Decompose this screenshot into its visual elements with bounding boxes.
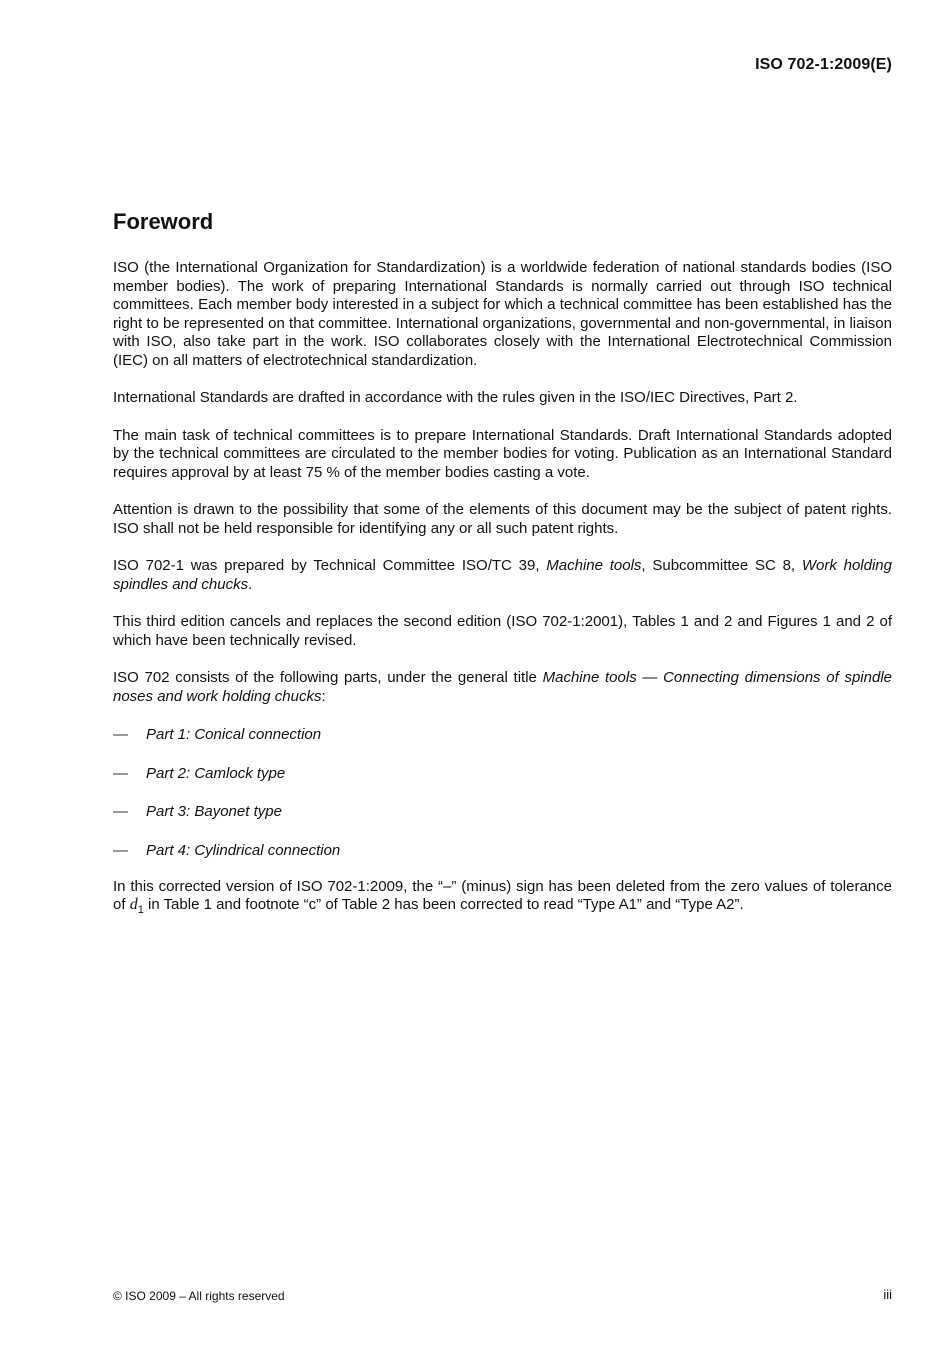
paragraph-corrected-version [113,878,892,920]
prepared-by-mid: , Subcommittee SC 8, [641,557,802,574]
general-title: Machine tools — Connecting dimensions of spindle noses and work holding chucks [113,669,892,705]
part-label: Part 4: Cylindrical connection [146,841,341,859]
paragraph-iso-intro: ISO (the International Organization for Standardization) is a worldwide federation of national standards bodies (ISO member bodies). The work of preparing International Standards is normally carried out through ISO technical committees. Each member body interested in a subject for which a technical committee has been established has the right to be represented on that committee. International organizations, governmental and non-governmental, in liaison with ISO, also take part in the work. ISO collaborates closely with the International Electrotechnical Commission (IEC) on all matters of electrotechnical standardization. [113,259,892,369]
dash-bullet: — [113,764,128,782]
corrected-post: in Table 1 and footnote “c” of Table 2 has been corrected to read “Type A1” and “Type A2”. [143,896,744,913]
footer-page-number: iii [883,1287,892,1302]
part-label: Part 1: Conical connection [146,726,322,743]
part-label: Part 3: Bayonet type [146,803,282,820]
dash-bullet: — [113,726,128,743]
paragraph-patent-rights: Attention is drawn to the possibility that some of the elements of this document may be the subject of patent rights. ISO shall not be held responsible for identifying any or all such patent rights. [113,501,892,537]
parts-list [113,726,892,860]
paragraph-main-task: The main task of technical committees is to prepare International Standards. Draft International Standards adopted by the technical committees are circulated to the member bodies for voting. Publication as an International Standard requires approval by at least 75 % of the member bodies casting a vote. [113,426,892,481]
tolerance-subscript: 1 [137,904,144,916]
prepared-by-pre: ISO 702-1 was prepared by Technical Committee ISO/TC 39, [113,557,547,574]
dash-bullet: — [113,803,128,820]
committee-name: Machine tools [546,557,642,574]
paragraph-edition: This third edition cancels and replaces the second edition (ISO 702-1:2001), Tables 1 and 2 and Figures 1 and 2 of which have been technically revised. [113,613,892,649]
corrected-pre: In this corrected version of ISO 702-1:2009, the “–” (minus) sign has been deleted from the zero values of tolerance of [113,877,892,913]
parts-intro-pre: ISO 702 consists of the following parts, under the general title [113,669,543,686]
part-label: Part 2: Camlock type [146,764,286,782]
paragraph-prepared-by [113,557,892,594]
list-item [113,803,892,821]
prepared-by-post: . [248,575,253,593]
paragraph-parts-intro [113,669,892,706]
list-item [113,726,892,744]
parts-intro-post: : [321,687,326,705]
tolerance-symbol: d [129,896,138,913]
list-item [113,765,892,783]
footer-copyright: © ISO 2009 – All rights reserved [113,1289,285,1303]
header-doc-ref: ISO 702-1:2009(E) [755,56,892,73]
foreword-body [113,259,892,920]
subcommittee-name: Work holding spindles and chucks [113,557,892,593]
list-item [113,842,892,860]
paragraph-directives: International Standards are drafted in accordance with the rules given in the ISO/IEC Directives, Part 2. [113,389,798,406]
dash-bullet: — [113,841,128,859]
page-title: Foreword [113,209,214,234]
